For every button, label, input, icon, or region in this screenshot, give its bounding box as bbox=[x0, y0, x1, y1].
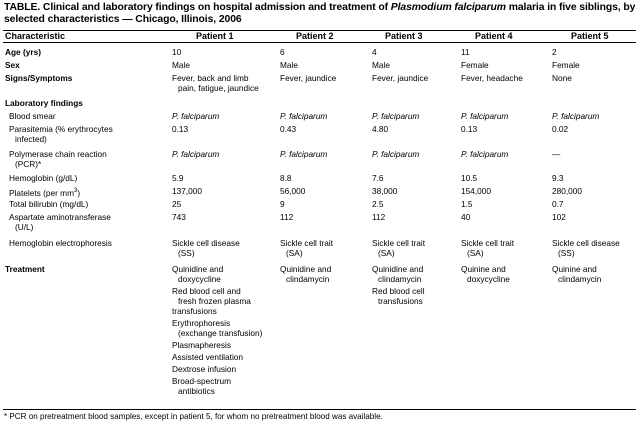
cell: P. falciparum bbox=[280, 111, 328, 121]
cell: P. falciparum bbox=[172, 149, 220, 159]
cell: Female bbox=[552, 60, 580, 70]
row-label: Hemoglobin electrophoresis bbox=[9, 238, 112, 248]
row-label: Treatment bbox=[5, 264, 45, 274]
header-patient-1: Patient 1 bbox=[196, 31, 234, 41]
header-patient-4: Patient 4 bbox=[475, 31, 513, 41]
cell: Quinine and clindamycin bbox=[552, 264, 602, 284]
cell: Fever, back and limb pain, fatigue, jaundice bbox=[172, 73, 259, 93]
row-label: Total bilirubin (mg/dL) bbox=[9, 199, 89, 209]
cell: 4.80 bbox=[372, 124, 389, 134]
header-patient-2: Patient 2 bbox=[296, 31, 334, 41]
cell: Fever, jaundice bbox=[280, 73, 337, 83]
row-label: Hemoglobin (g/dL) bbox=[9, 173, 78, 183]
cell: P. falciparum bbox=[461, 111, 509, 121]
cell: P. falciparum bbox=[461, 149, 509, 159]
cell: 2 bbox=[552, 47, 557, 57]
cell: 5.9 bbox=[172, 173, 184, 183]
cell: Male bbox=[280, 60, 298, 70]
cell: Sickle cell trait (SA) bbox=[372, 238, 426, 258]
bottom-rule bbox=[3, 409, 636, 410]
organism-name: Plasmodium falciparum bbox=[390, 2, 506, 13]
header-characteristic: Characteristic bbox=[5, 31, 66, 41]
cell: 10 bbox=[172, 47, 182, 57]
cell: 154,000 bbox=[461, 186, 491, 196]
cell: Sickle cell disease (SS) bbox=[172, 238, 240, 258]
cell: 38,000 bbox=[372, 186, 398, 196]
row-label: Platelets (per $mm^3$) bbox=[9, 187, 81, 198]
cell: 40 bbox=[461, 212, 471, 222]
cell: 7.6 bbox=[372, 173, 384, 183]
cell: 6 bbox=[280, 47, 285, 57]
cell: 2.5 bbox=[372, 199, 384, 209]
row-label: Age (yrs) bbox=[5, 47, 41, 57]
cell: 9.3 bbox=[552, 173, 564, 183]
cell: P. falciparum bbox=[280, 149, 328, 159]
cell: 1.5 bbox=[461, 199, 473, 209]
cell: 0.7 bbox=[552, 199, 564, 209]
cell: Male bbox=[172, 60, 190, 70]
cell: 112 bbox=[372, 212, 386, 222]
header-patient-3: Patient 3 bbox=[385, 31, 423, 41]
cell: Quinidine and clindamycin bbox=[280, 264, 332, 284]
cell: Sickle cell trait (SA) bbox=[461, 238, 515, 258]
cell: 0.13 bbox=[461, 124, 478, 134]
cell: None bbox=[552, 73, 572, 83]
cell: 743 bbox=[172, 212, 186, 222]
cell: 8.8 bbox=[280, 173, 292, 183]
cell: Quinine and doxycycline bbox=[461, 264, 510, 284]
cell: P. falciparum bbox=[372, 149, 420, 159]
cell: 0.02 bbox=[552, 124, 569, 134]
cell: 9 bbox=[280, 199, 285, 209]
footnote: * PCR on pretreatment blood samples, except in patient 5, for whom no pretreatment blood was available. bbox=[4, 412, 383, 421]
cell: 10.5 bbox=[461, 173, 478, 183]
cell: Quinidine and clindamycin Red blood cell transfusions bbox=[372, 264, 425, 306]
cell: 4 bbox=[372, 47, 377, 57]
cell: Quinidine and doxycycline Red blood cell and fresh frozen plasma transfusions Erythrophoresis (exchange transfusion) Plasmapheresis Assisted ventilation Dextrose infusion Broad-spectrum antibiotics bbox=[172, 264, 263, 396]
row-label: Polymerase chain reaction (PCR)* bbox=[9, 149, 107, 169]
cell: P. falciparum bbox=[172, 111, 220, 121]
row-label: Parasitemia (% erythrocytes infected) bbox=[9, 124, 113, 144]
cell: 280,000 bbox=[552, 186, 582, 196]
cell: Sickle cell disease (SS) bbox=[552, 238, 620, 258]
cell: 0.13 bbox=[172, 124, 189, 134]
row-label: Sex bbox=[5, 60, 20, 70]
cell: P. falciparum bbox=[372, 111, 420, 121]
cell: Fever, headache bbox=[461, 73, 523, 83]
cell: 102 bbox=[552, 212, 566, 222]
cell: 25 bbox=[172, 199, 182, 209]
cell: 56,000 bbox=[280, 186, 306, 196]
cell: 0.43 bbox=[280, 124, 297, 134]
cell: Sickle cell trait (SA) bbox=[280, 238, 334, 258]
cell: 112 bbox=[280, 212, 294, 222]
row-label: Signs/Symptoms bbox=[5, 73, 73, 83]
header-rule bbox=[3, 42, 636, 43]
cell: 137,000 bbox=[172, 186, 202, 196]
row-label: Aspartate aminotransferase (U/L) bbox=[9, 212, 111, 232]
header-patient-5: Patient 5 bbox=[571, 31, 609, 41]
cell: 11 bbox=[461, 47, 470, 57]
row-label: Blood smear bbox=[9, 111, 56, 121]
table-title: TABLE. Clinical and laboratory findings on hospital admission and treatment of Plasmodium falciparum malaria in five siblings, by selected characteristics — Chicago, Illinois, 2006 bbox=[4, 2, 636, 25]
cell: Male bbox=[372, 60, 390, 70]
cell: — bbox=[552, 149, 561, 159]
cell: Female bbox=[461, 60, 489, 70]
cell: Fever, jaundice bbox=[372, 73, 429, 83]
cell: P. falciparum bbox=[552, 111, 600, 121]
